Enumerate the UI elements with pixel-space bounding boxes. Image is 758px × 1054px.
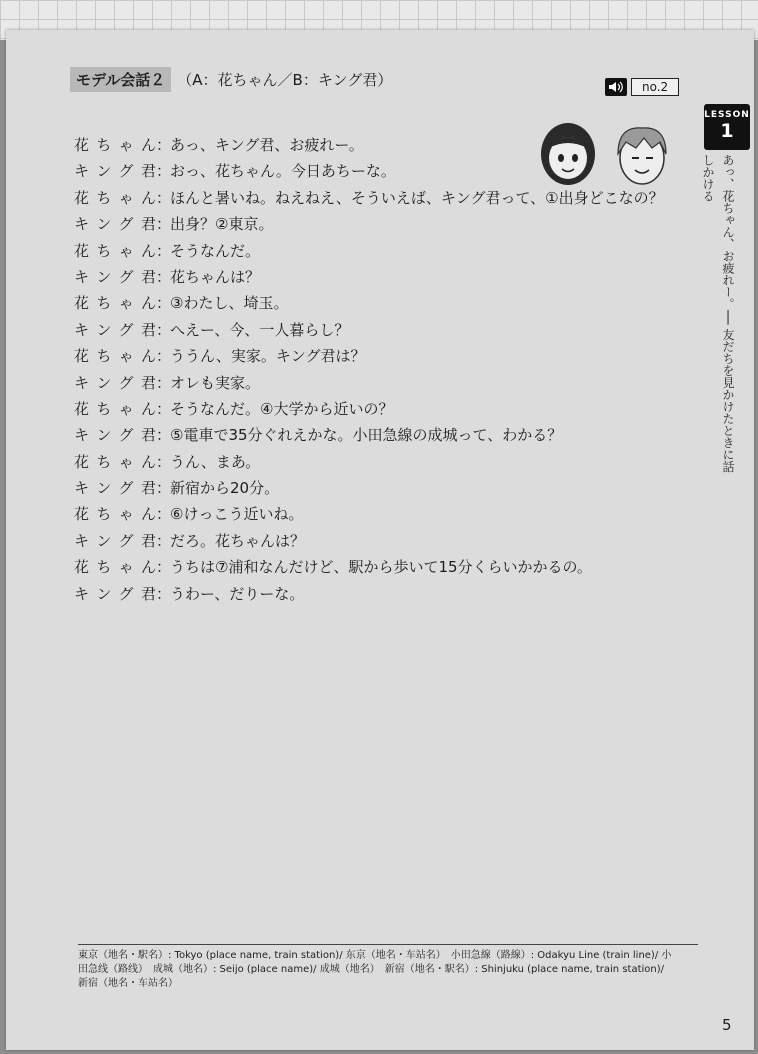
dialog-text: うわー、だりーな。 [170,584,305,603]
speaker-name: キング君 [74,267,156,286]
dialog-line: キング君 ： 新宿から20分。 [74,479,280,498]
speaker-icon [605,78,627,96]
dialog-line: 花ちゃん ： ほんと暑いね。ねえねえ、そういえば、キング君って、①出身どこなの？ [74,188,664,207]
speaker-name: キング君 [74,479,156,498]
dialog-line: キング君 ： オレも実家。 [74,373,261,392]
dialog-text: ほんと暑いね。ねえねえ、そういえば、キング君って、①出身どこなの？ [170,188,664,207]
dialog-line: 花ちゃん ： ③わたし、埼玉。 [74,294,289,313]
speaker-name: 花ちゃん [74,558,156,577]
footnote-line: 東京（地名・駅名）: Tokyo (place name, train station)/ 东京（地名・车站名） 小田急線（路線）: Odakyu Line (train line)/ 小 [78,950,672,961]
speaker-name: 花ちゃん [74,399,156,418]
speaker-name: キング君 [74,320,156,339]
track-number: no.2 [631,78,679,96]
speaker-name: 花ちゃん [74,505,156,524]
dialog-text: そうなんだ。 [170,241,261,260]
dialog-text: だろ。花ちゃんは？ [170,531,306,550]
speaker-name: 花ちゃん [74,347,156,366]
footnote-line: 新宿（地名・车站名） [78,978,178,989]
dialog-text: 新宿から20分。 [170,479,280,498]
dialog-line: 花ちゃん ： うちは⑦浦和なんだけど、駅から歩いて15分くらいかかるの。 [74,558,592,577]
dialog-line: キング君 ： ⑤電車で35分ぐれえかな。小田急線の成城って、わかる？ [74,426,563,445]
dialog-line: キング君 ： 出身？②東京。 [74,215,274,234]
dialog-text: 出身？②東京。 [170,215,274,234]
dialog-text: あっ、キング君、お疲れー。 [170,136,364,154]
footnote-line: 田急线（路线） 成城（地名）: Seijo (place name)/ 成城（地名） 新宿（地名・駅名）: Shinjuku (place name, train station)/ [78,964,665,975]
dialog-text: うん、まあ。 [170,452,261,471]
dialog-line: キング君 ： だろ。花ちゃんは？ [74,531,306,550]
speaker-name: 花ちゃん [74,188,156,207]
dialog-line: キング君 ： うわー、だりーな。 [74,584,305,603]
dialog-line: キング君 ： へえー、今、一人暮らし？ [74,320,350,339]
speaker-name: キング君 [74,215,156,234]
speaker-name: キング君 [74,584,156,603]
dialog-text: ⑥けっこう近いね。 [170,505,304,524]
dialog-text: おっ、花ちゃん。今日あちーな。 [170,162,396,181]
section-header [70,66,392,92]
speaker-name: 花ちゃん [74,294,156,313]
vocabulary-footnote [78,944,698,991]
page-number: 5 [722,1016,732,1034]
dialog-line: 花ちゃん ： あっ、キング君、お疲れー。 [74,136,364,154]
speaker-name: 花ちゃん [74,241,156,260]
lesson-number: 1 [720,120,734,142]
dialog [74,134,704,609]
section-subtitle: （A：花ちゃん／B：キング君） [177,70,393,89]
dialog-line: 花ちゃん ： ⑥けっこう近いね。 [74,505,304,524]
speaker-name: キング君 [74,531,156,550]
dialog-text: ⑤電車で35分ぐれえかな。小田急線の成城って、わかる？ [170,426,563,445]
speaker-name: キング君 [74,162,156,181]
dialog-line: 花ちゃん ： そうなんだ。 [74,241,261,260]
vertical-title: あっ、花ちゃん、お疲れー。── 友だちを見かけたときに話しかける [701,154,735,473]
dialog-line: 花ちゃん ： そうなんだ。④大学から近いの？ [74,399,394,418]
dialog-text: へえー、今、一人暮らし？ [170,320,350,339]
dialog-line: キング君 ： 花ちゃんは？ [74,267,261,286]
speaker-name: 花ちゃん [74,136,156,154]
speaker-name: キング君 [74,426,156,445]
dialog-text: うちは⑦浦和なんだけど、駅から歩いて15分くらいかかるの。 [170,558,592,577]
lesson-label: LESSON [704,110,750,120]
dialog-text: 花ちゃんは？ [170,267,261,286]
dialog-text: ううん、実家。キング君は？ [170,347,366,366]
audio-track[interactable] [605,78,679,96]
lesson-tab [704,104,750,150]
dialog-line: キング君 ： おっ、花ちゃん。今日あちーな。 [74,162,396,181]
dialog-text: オレも実家。 [170,373,261,392]
speaker-name: キング君 [74,373,156,392]
speaker-name: 花ちゃん [74,452,156,471]
dialog-text: そうなんだ。④大学から近いの？ [170,399,394,418]
dialog-line: 花ちゃん ： うん、まあ。 [74,452,261,471]
dialog-line: 花ちゃん ： ううん、実家。キング君は？ [74,347,366,366]
section-title: モデル会話２ [70,67,171,92]
dialog-text: ③わたし、埼玉。 [170,294,289,313]
